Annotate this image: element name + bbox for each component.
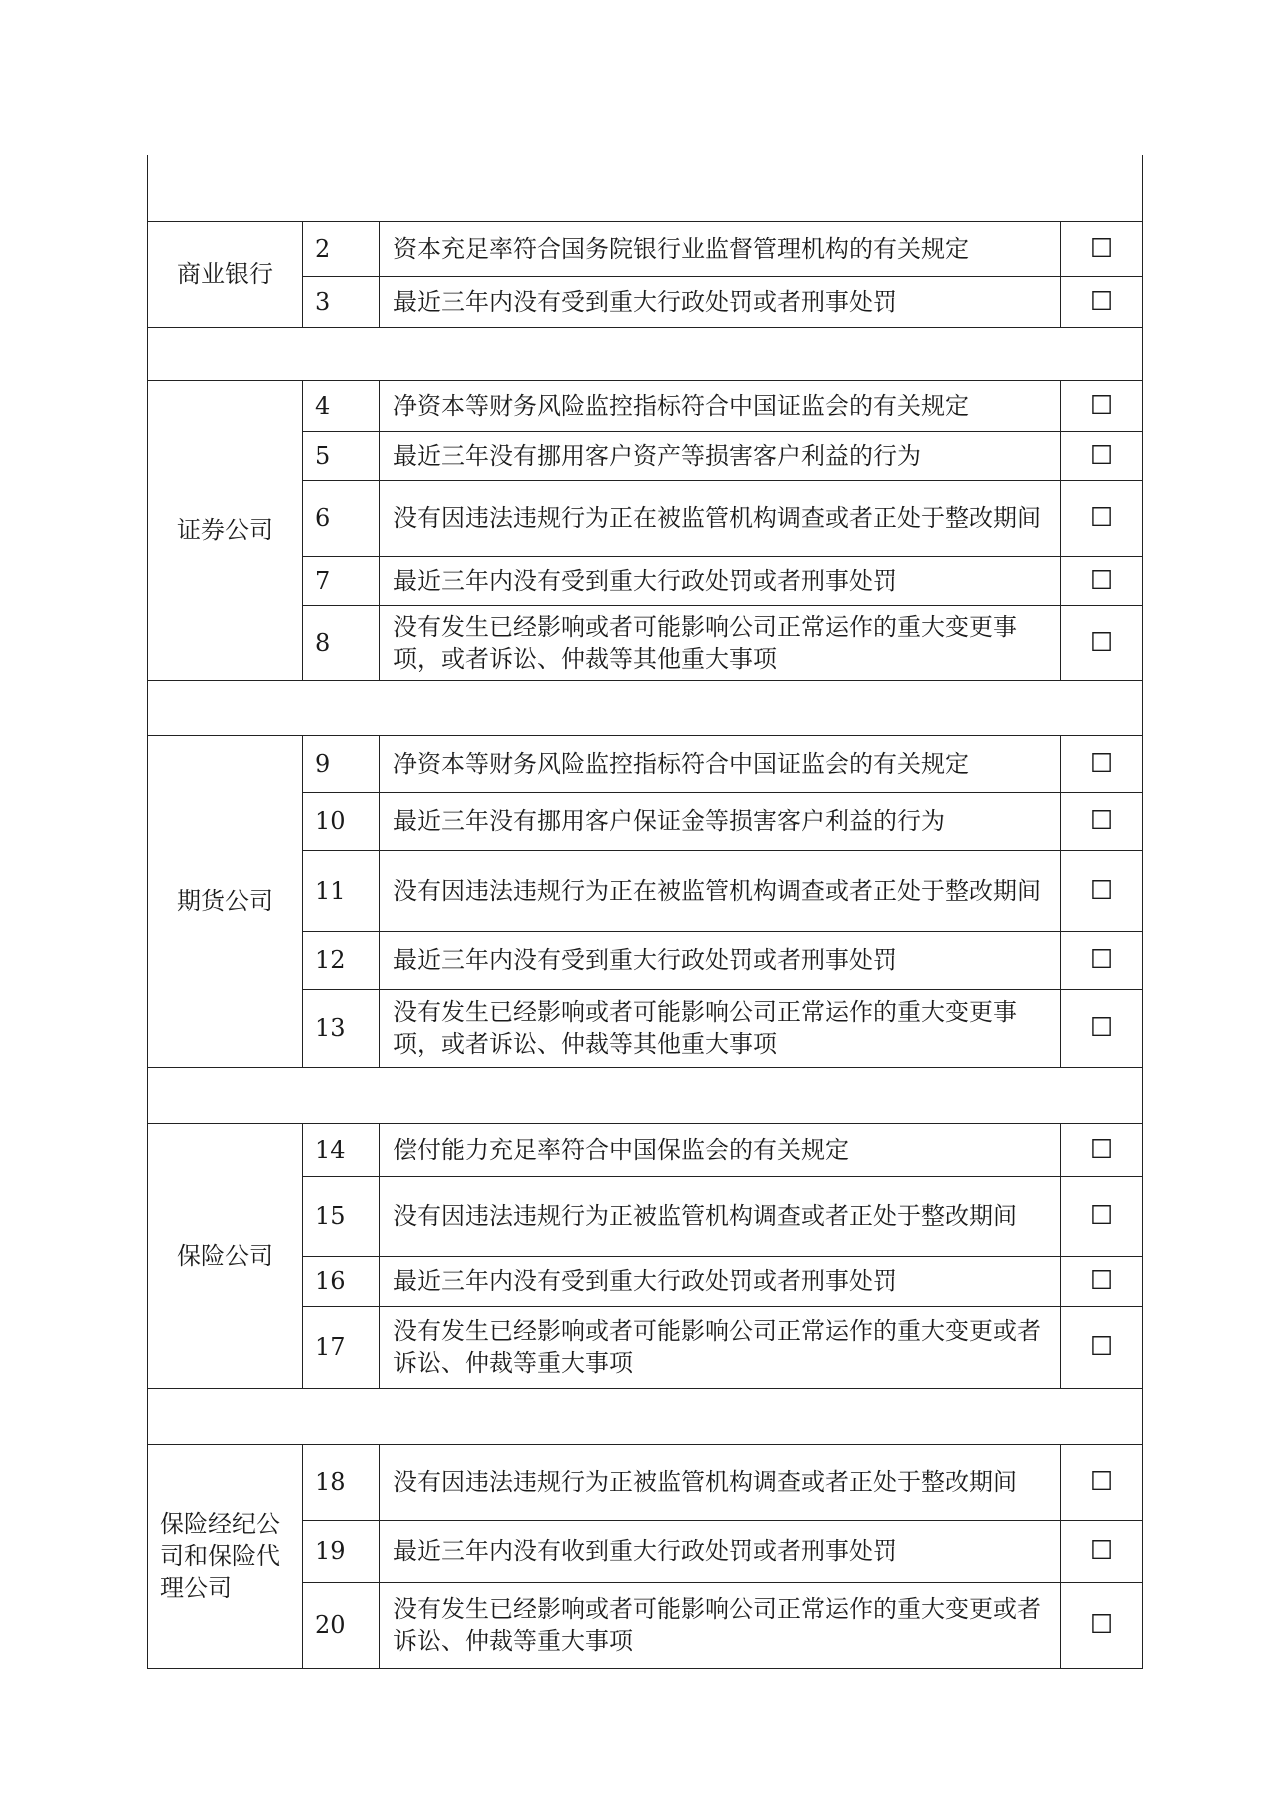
item-number: 20 bbox=[303, 1582, 380, 1668]
table-row bbox=[148, 221, 1143, 276]
item-text: 最近三年内没有收到重大行政处罚或者刑事处罚 bbox=[380, 1520, 1061, 1582]
category-cell: 证券公司 bbox=[148, 380, 303, 680]
item-number: 16 bbox=[303, 1256, 380, 1306]
item-number: 7 bbox=[303, 556, 380, 605]
table-row bbox=[148, 380, 1143, 431]
checkbox[interactable]: ☐ bbox=[1061, 1176, 1143, 1256]
category-cell: 商业银行 bbox=[148, 221, 303, 327]
item-text: 偿付能力充足率符合中国保监会的有关规定 bbox=[380, 1123, 1061, 1176]
blank-cell bbox=[148, 1388, 1143, 1444]
checkbox[interactable]: ☐ bbox=[1061, 605, 1143, 680]
item-number: 19 bbox=[303, 1520, 380, 1582]
item-text: 没有发生已经影响或者可能影响公司正常运作的重大变更事项，或者诉讼、仲裁等其他重大事项 bbox=[380, 605, 1061, 680]
item-text: 资本充足率符合国务院银行业监督管理机构的有关规定 bbox=[380, 221, 1061, 276]
item-text: 最近三年内没有受到重大行政处罚或者刑事处罚 bbox=[380, 556, 1061, 605]
item-number: 2 bbox=[303, 221, 380, 276]
blank-cell bbox=[148, 1067, 1143, 1123]
checkbox[interactable]: ☐ bbox=[1061, 1306, 1143, 1388]
item-number: 11 bbox=[303, 850, 380, 931]
top-blank-row bbox=[148, 155, 1143, 221]
checkbox[interactable]: ☐ bbox=[1061, 1520, 1143, 1582]
category-cell: 保险公司 bbox=[148, 1123, 303, 1388]
checkbox[interactable]: ☐ bbox=[1061, 735, 1143, 792]
checkbox[interactable]: ☐ bbox=[1061, 850, 1143, 931]
checkbox[interactable]: ☐ bbox=[1061, 1444, 1143, 1520]
item-number: 18 bbox=[303, 1444, 380, 1520]
item-number: 6 bbox=[303, 480, 380, 556]
separator-row bbox=[148, 680, 1143, 735]
item-number: 10 bbox=[303, 792, 380, 850]
checkbox[interactable]: ☐ bbox=[1061, 1582, 1143, 1668]
item-number: 8 bbox=[303, 605, 380, 680]
item-text: 最近三年内没有受到重大行政处罚或者刑事处罚 bbox=[380, 276, 1061, 327]
checkbox[interactable]: ☐ bbox=[1061, 989, 1143, 1067]
item-number: 12 bbox=[303, 931, 380, 989]
checkbox[interactable]: ☐ bbox=[1061, 931, 1143, 989]
checkbox[interactable]: ☐ bbox=[1061, 792, 1143, 850]
separator-row bbox=[148, 1388, 1143, 1444]
item-text: 没有因违法违规行为正在被监管机构调查或者正处于整改期间 bbox=[380, 480, 1061, 556]
blank-cell bbox=[148, 155, 1143, 221]
item-text: 净资本等财务风险监控指标符合中国证监会的有关规定 bbox=[380, 735, 1061, 792]
item-number: 9 bbox=[303, 735, 380, 792]
item-number: 13 bbox=[303, 989, 380, 1067]
checkbox[interactable]: ☐ bbox=[1061, 1123, 1143, 1176]
item-text: 没有发生已经影响或者可能影响公司正常运作的重大变更事项，或者诉讼、仲裁等其他重大事项 bbox=[380, 989, 1061, 1067]
separator-row bbox=[148, 1067, 1143, 1123]
checkbox[interactable]: ☐ bbox=[1061, 380, 1143, 431]
checklist-table bbox=[147, 155, 1143, 1669]
checkbox[interactable]: ☐ bbox=[1061, 1256, 1143, 1306]
item-text: 没有因违法违规行为正被监管机构调查或者正处于整改期间 bbox=[380, 1176, 1061, 1256]
item-number: 3 bbox=[303, 276, 380, 327]
item-number: 5 bbox=[303, 431, 380, 480]
item-number: 4 bbox=[303, 380, 380, 431]
item-text: 最近三年没有挪用客户资产等损害客户利益的行为 bbox=[380, 431, 1061, 480]
table-row bbox=[148, 1444, 1143, 1520]
blank-cell bbox=[148, 680, 1143, 735]
blank-cell bbox=[148, 327, 1143, 380]
separator-row bbox=[148, 327, 1143, 380]
checkbox[interactable]: ☐ bbox=[1061, 221, 1143, 276]
checkbox[interactable]: ☐ bbox=[1061, 276, 1143, 327]
item-text: 没有因违法违规行为正被监管机构调查或者正处于整改期间 bbox=[380, 1444, 1061, 1520]
item-text: 没有发生已经影响或者可能影响公司正常运作的重大变更或者诉讼、仲裁等重大事项 bbox=[380, 1582, 1061, 1668]
item-text: 没有因违法违规行为正在被监管机构调查或者正处于整改期间 bbox=[380, 850, 1061, 931]
item-number: 17 bbox=[303, 1306, 380, 1388]
table-row bbox=[148, 1123, 1143, 1176]
checkbox[interactable]: ☐ bbox=[1061, 556, 1143, 605]
item-number: 15 bbox=[303, 1176, 380, 1256]
item-number: 14 bbox=[303, 1123, 380, 1176]
item-text: 净资本等财务风险监控指标符合中国证监会的有关规定 bbox=[380, 380, 1061, 431]
item-text: 最近三年内没有受到重大行政处罚或者刑事处罚 bbox=[380, 1256, 1061, 1306]
item-text: 最近三年没有挪用客户保证金等损害客户利益的行为 bbox=[380, 792, 1061, 850]
item-text: 没有发生已经影响或者可能影响公司正常运作的重大变更或者诉讼、仲裁等重大事项 bbox=[380, 1306, 1061, 1388]
item-text: 最近三年内没有受到重大行政处罚或者刑事处罚 bbox=[380, 931, 1061, 989]
table-row bbox=[148, 735, 1143, 792]
checkbox[interactable]: ☐ bbox=[1061, 480, 1143, 556]
category-cell: 保险经纪公司和保险代理公司 bbox=[148, 1444, 303, 1668]
category-cell: 期货公司 bbox=[148, 735, 303, 1067]
checkbox[interactable]: ☐ bbox=[1061, 431, 1143, 480]
